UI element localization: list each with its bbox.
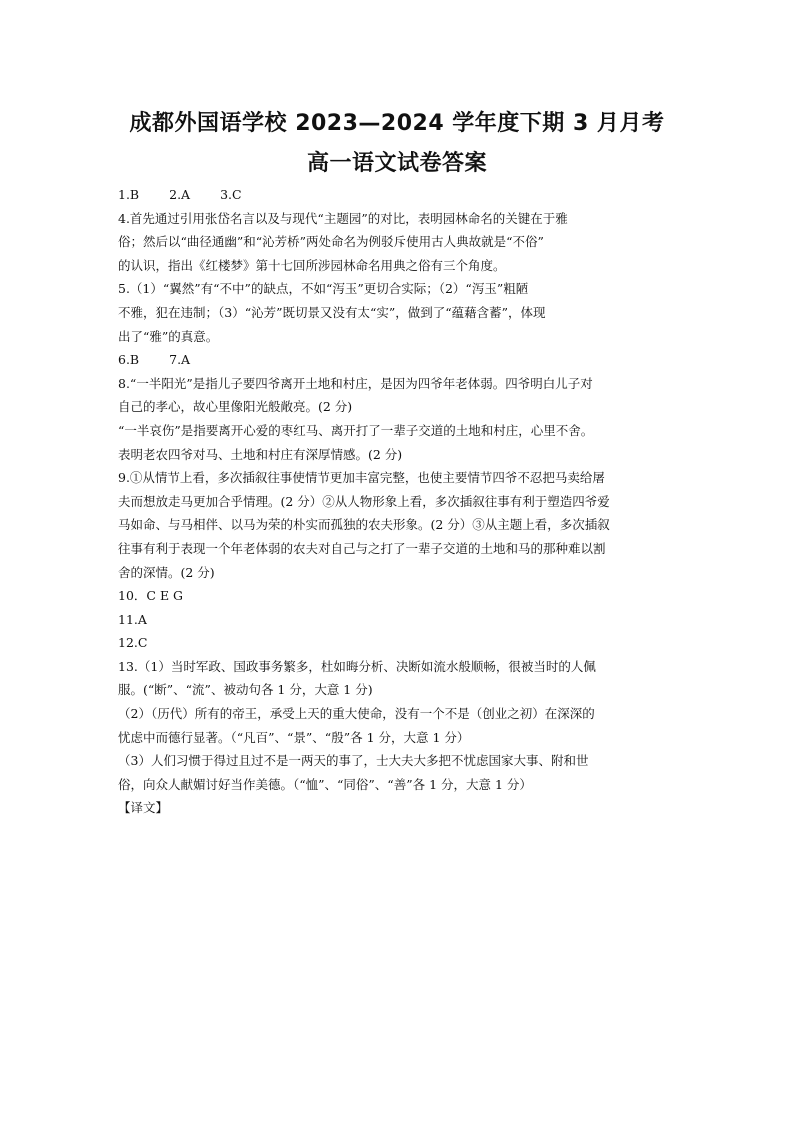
answers-1-3	[118, 183, 678, 207]
answer-8-line: 自己的孝心，故心里像阳光般敞亮。(2 分)	[118, 399, 353, 415]
answer-6: 6.B	[118, 352, 140, 368]
answer-2: 2.A	[169, 187, 191, 202]
answer-12: 12.C	[118, 635, 148, 651]
answer-13-line: （3）人们习惯于得过且过不是一两天的事了，士大夫大多把不忧虑国家大事、附和世	[118, 753, 589, 769]
answer-13-line: （2）（历代）所有的帝王，承受上天的重大使命，没有一个不是（创业之初）在深深的	[118, 706, 595, 722]
answer-10: 10．C E G	[118, 588, 184, 604]
answer-1: 1.B	[118, 187, 140, 202]
answer-content	[118, 183, 678, 820]
answer-13-line: 俗，向众人献媚讨好当作美德。（“恤”、“同俗”、“善”各 1 分，大意 1 分）	[118, 776, 532, 792]
answer-7: 7.A	[169, 352, 191, 368]
answer-8-line: 8.“一半阳光”是指儿子要四爷离开土地和村庄，是因为四爷年老体弱。四爷明白儿子对	[118, 375, 593, 391]
answer-11: 11.A	[118, 611, 147, 627]
answer-4-line: 4.首先通过引用张岱名言以及与现代“主题园”的对比，表明园林命名的关键在于雅	[118, 210, 568, 226]
answer-5-line: 5.（1）“翼然”有“不中”的缺点，不如“泻玉”更切合实际；（2）“泻玉”粗陋	[118, 281, 529, 297]
answer-9-line: 舍的深情。(2 分)	[118, 564, 215, 580]
answer-13-line: 13.（1）当时军政、国政事务繁多，杜如晦分析、决断如流水般顺畅，很被当时的人佩	[118, 658, 596, 674]
answer-9-line: 9.①从情节上看，多次插叙往事使情节更加丰富完整，也使主要情节四爷不忍把马卖给屠	[118, 470, 605, 486]
answer-8-line: 表明老农四爷对马、土地和村庄有深厚情感。(2 分)	[118, 446, 403, 462]
document-subtitle: 高一语文试卷答案	[306, 151, 487, 176]
answer-5-line: 不雅，犯在违制；（3）“沁芳”既切景又没有太“实”，做到了“蕴藉含蓄”，体现	[118, 304, 546, 320]
answer-4-line: 俗；然后以“曲径通幽”和“沁芳桥”两处命名为例驳斥使用古人典故就是“不俗”	[118, 234, 544, 250]
answer-3: 3.C	[220, 187, 242, 202]
translation-heading: 【译文】	[118, 800, 169, 816]
answer-13-line: 服。(“断”、“流”、被动句各 1 分，大意 1 分)	[118, 682, 373, 698]
answer-5-line: 出了“雅”的真意。	[118, 328, 219, 344]
answer-9-line: 马如命、与马相伴、以马为荣的朴实而孤独的农夫形象。(2 分）③从主题上看，多次插叙	[118, 517, 610, 533]
answer-9-line: 往事有利于表现一个年老体弱的农夫对自己与之打了一辈子交道的土地和马的那种难以割	[118, 540, 606, 556]
answer-8-line: “一半哀伤”是指要离开心爱的枣红马、离开打了一辈子交道的土地和村庄，心里不舍。	[118, 422, 594, 438]
answers-6-7	[118, 348, 678, 372]
answer-4-line: 的认识，指出《红楼梦》第十七回所涉园林命名用典之俗有三个角度。	[118, 257, 506, 273]
answer-13-line: 忧虑中而德行显著。（“凡百”、“景”、“殷”各 1 分，大意 1 分）	[118, 729, 470, 745]
document-title: 成都外国语学校 2023—2024 学年度下期 3 月月考	[129, 111, 665, 136]
answer-9-line: 夫而想放走马更加合乎情理。(2 分）②从人物形象上看，多次插叙往事有利于塑造四爷爱	[118, 493, 610, 509]
